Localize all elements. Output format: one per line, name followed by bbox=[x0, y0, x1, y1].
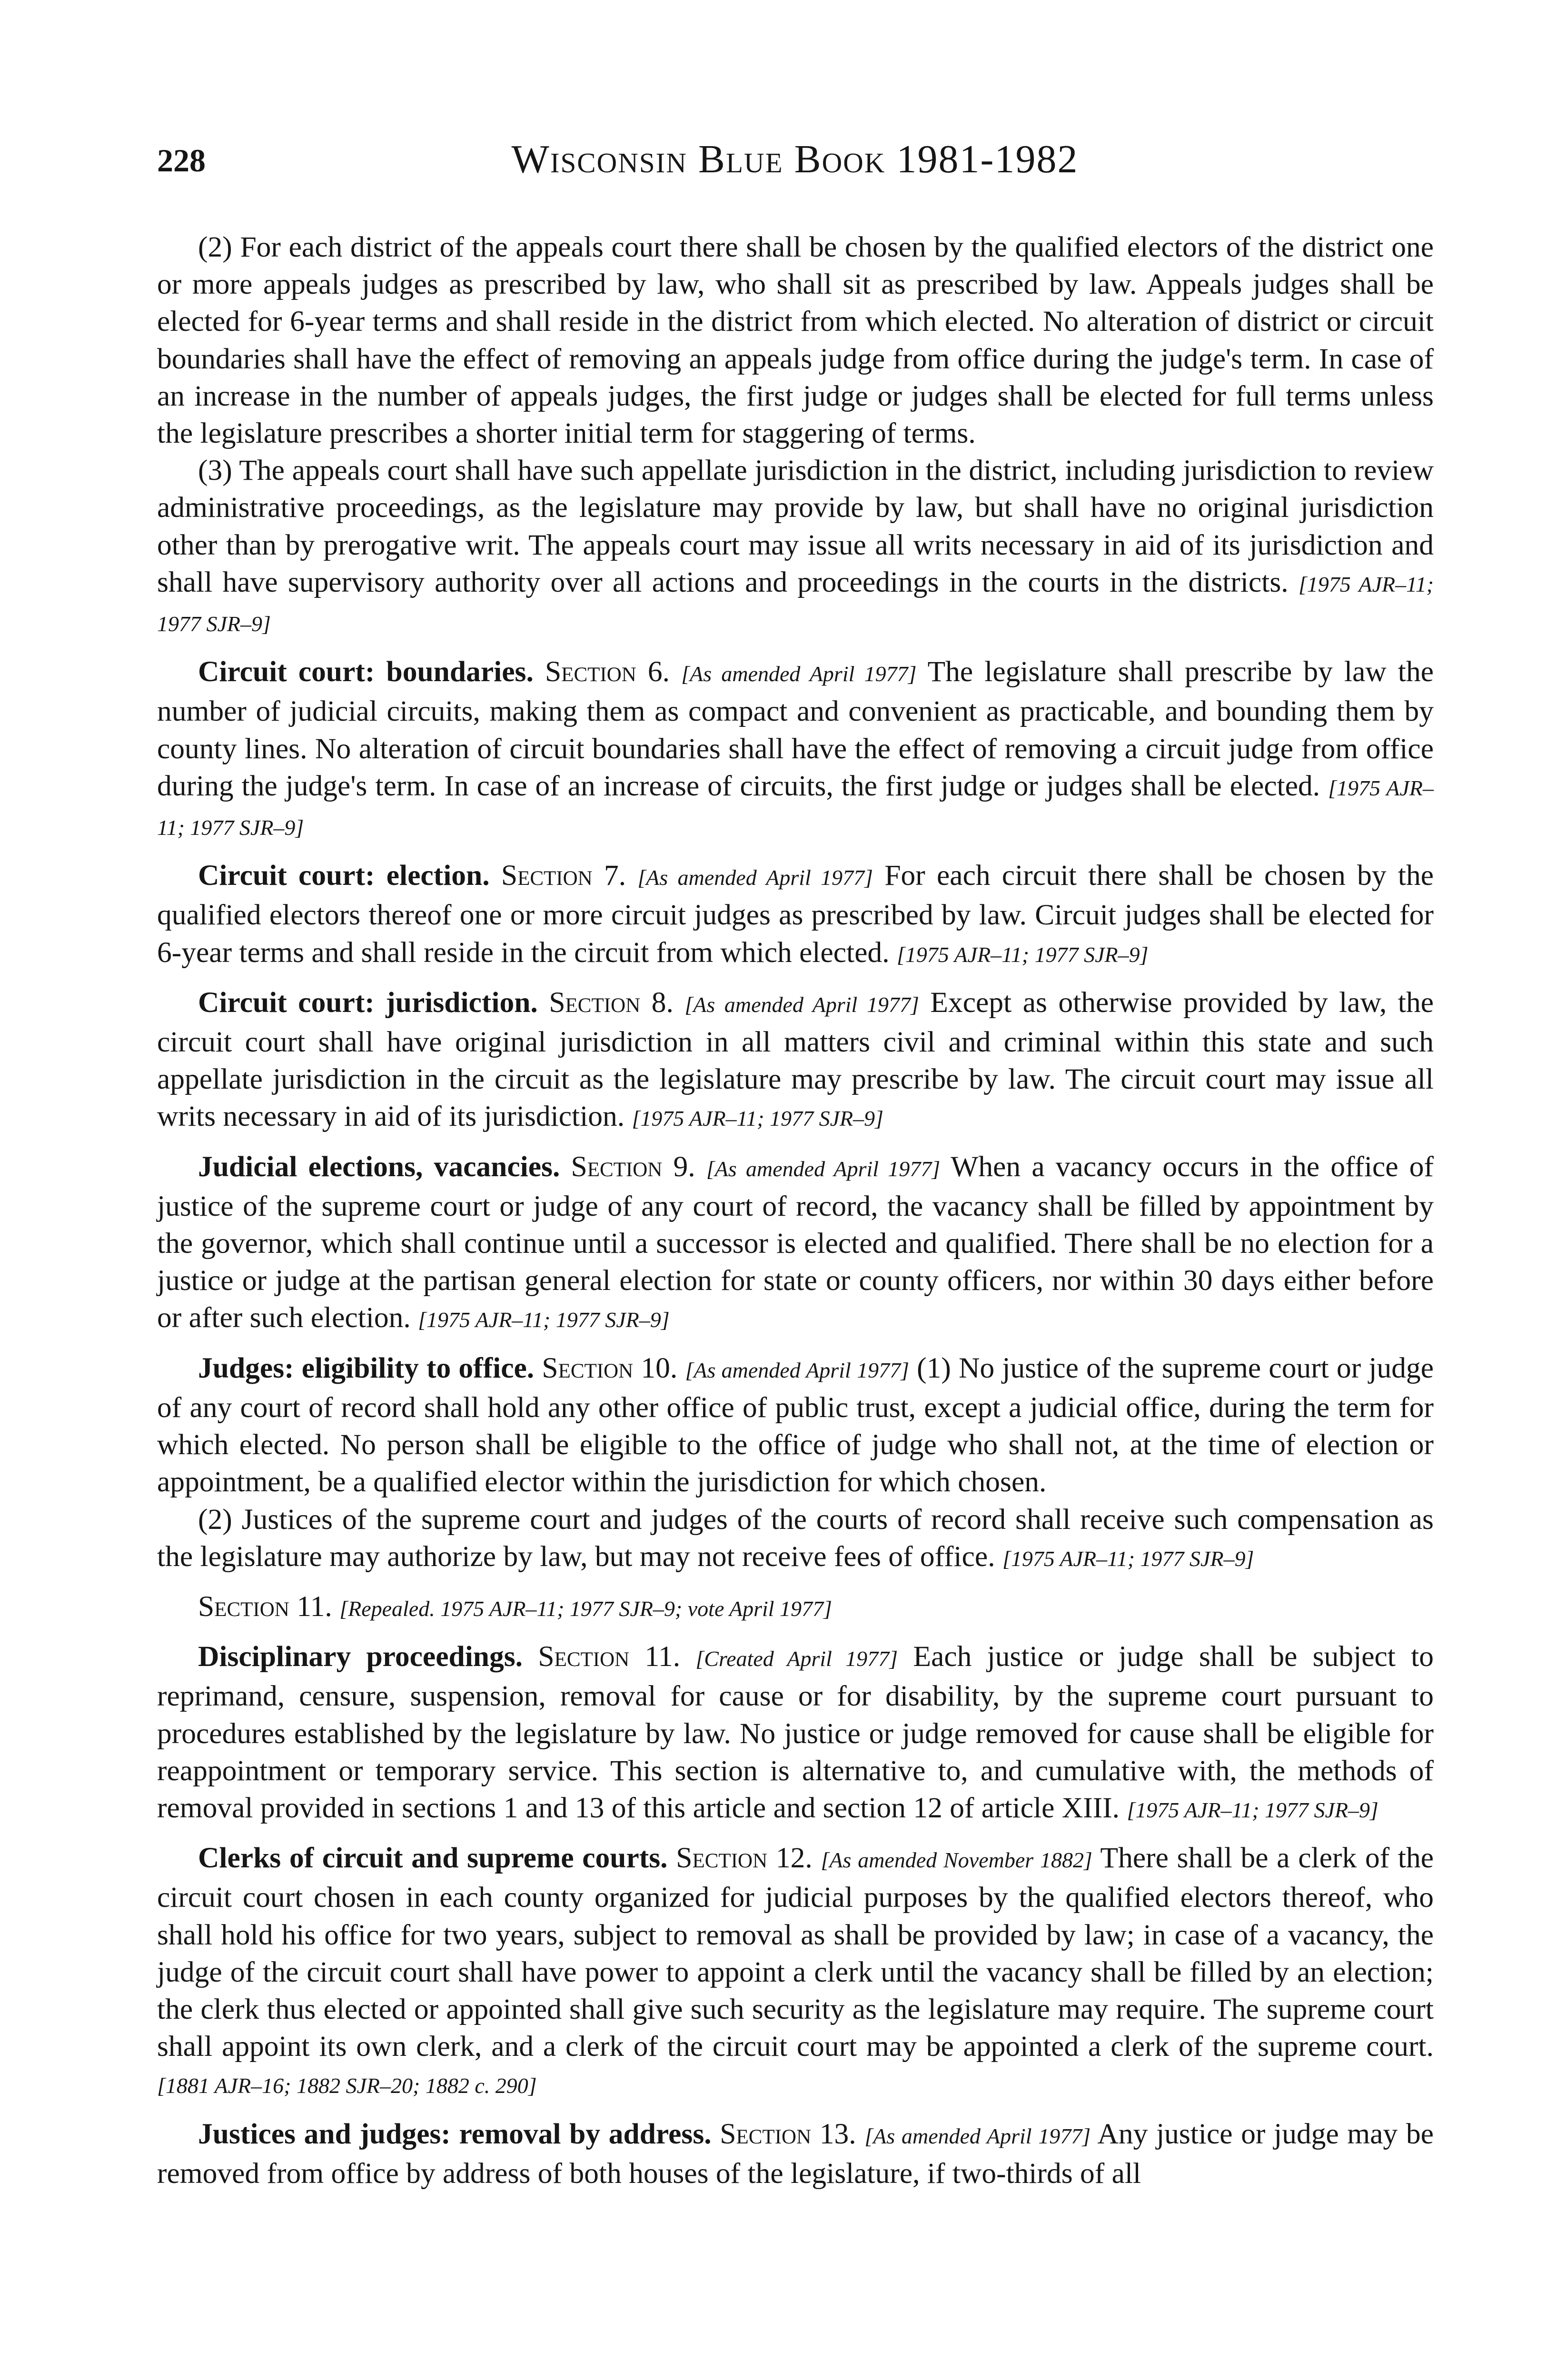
amendment-note: [As amended November 1882] bbox=[821, 1848, 1092, 1873]
amendment-note: [As amended April 1977] bbox=[684, 992, 919, 1017]
running-title: Wisconsin Blue Book 1981-1982 bbox=[511, 137, 1079, 181]
page-header bbox=[157, 133, 1433, 190]
history-note: [1881 AJR–16; 1882 SJR–20; 1882 c. 290] bbox=[157, 2073, 537, 2098]
history-note: [1975 AJR–11; 1977 SJR–9] bbox=[1002, 1546, 1254, 1571]
history-note: [1975 AJR–11; 1977 SJR–9] bbox=[157, 775, 1434, 840]
paragraph-text: There shall be a clerk of the circuit court chosen in each county organized for judicial purposes by the qualified electors thereof, who shall hold his office for two years, subject to removal as shall be provided by law; in case of a vacancy, the judge of the circuit court shall have power to appoint a clerk until the vacancy shall be filled by an election; the clerk thus elected or appointed shall give such security as the legislature may require. The supreme court shall appoint its own clerk, and a clerk of the circuit court may be appointed a clerk of the supreme court. bbox=[157, 1842, 1434, 2063]
section-label: Section 8. bbox=[549, 986, 674, 1019]
history-note: [1975 AJR–11; 1977 SJR–9] bbox=[418, 1308, 670, 1332]
amendment-note: [Created April 1977] bbox=[695, 1646, 898, 1671]
paragraph-text: (1) No justice of the supreme court or judge of any court of record shall hold any other office of public trust, except a judicial office, during the term for which elected. No person shall be eligible to the office of judge who shall not, at the time of election or appointment, be a qualified elector within the jurisdiction for which chosen. bbox=[157, 1351, 1434, 1498]
section-heading: Disciplinary proceedings. bbox=[198, 1640, 523, 1673]
paragraph bbox=[157, 984, 1434, 1138]
history-note: [1975 AJR–11; 1977 SJR–9] bbox=[1127, 1797, 1378, 1822]
paragraph bbox=[157, 857, 1434, 973]
section-heading: Judicial elections, vacancies. bbox=[198, 1150, 560, 1183]
page-number: 228 bbox=[157, 142, 206, 178]
amendment-note: [As amended April 1977] bbox=[681, 662, 917, 686]
amendment-note: [As amended April 1977] bbox=[685, 1358, 909, 1382]
paragraph bbox=[157, 1148, 1434, 1339]
paragraph bbox=[157, 452, 1434, 643]
amendment-note: [As amended April 1977] bbox=[637, 865, 873, 890]
amendment-note: [As amended April 1977] bbox=[706, 1156, 941, 1181]
section-label: Section 13. bbox=[720, 2117, 856, 2150]
section-heading: Circuit court: boundaries. bbox=[198, 655, 534, 688]
paragraph bbox=[157, 653, 1434, 846]
section-label: Section 11. bbox=[538, 1640, 681, 1673]
section-heading: Judges: eligibility to office. bbox=[198, 1351, 535, 1384]
paragraph-text: (3) The appeals court shall have such appellate jurisdiction in the district, including jurisdiction to review administrative proceedings, as the legislature may provide by law, but shall have no original jurisdiction other than by prerogative writ. The appeals court may issue all writs necessary in aid of its jurisdiction and shall have supervisory authority over all actions and proceedings in the courts in the districts. bbox=[157, 454, 1434, 598]
section-label: Section 10. bbox=[542, 1351, 678, 1384]
section-label: Section 6. bbox=[545, 655, 670, 688]
paragraph-text: (2) Justices of the supreme court and judges of the courts of record shall receive such compensation as the legislature may authorize by law, but may not receive fees of office. bbox=[157, 1503, 1434, 1573]
paragraph bbox=[157, 1588, 1434, 1627]
history-note: [1975 AJR–11; 1977 SJR–9] bbox=[632, 1106, 883, 1131]
section-heading: Circuit court: election. bbox=[198, 859, 490, 892]
paragraph bbox=[157, 1501, 1434, 1577]
paragraph-text: For each circuit there shall be chosen by the qualified electors thereof one or more circuit judges as prescribed by law. Circuit judges shall be elected for 6-year terms and shall reside in the circuit from which elected. bbox=[157, 859, 1434, 969]
paragraph-text: Any justice or judge may be removed from office by address of both houses of the legislature, if two-thirds of all bbox=[157, 2117, 1434, 2190]
body-text bbox=[157, 228, 1434, 2192]
paragraph-text: (2) For each district of the appeals court there shall be chosen by the qualified electors of the district one or more appeals judges as prescribed by law, who shall sit as prescribed by law. Appeals judges shall be elected for 6-year terms and shall reside in the district from which elected. No alteration of district or circuit boundaries shall have the effect of removing an appeals judge from office during the judge's term. In case of an increase in the number of appeals judges, the first judge or judges shall be elected for full terms unless the legislature prescribes a shorter initial term for staggering of terms. bbox=[157, 231, 1434, 450]
section-label: Section 9. bbox=[571, 1150, 695, 1183]
paragraph bbox=[157, 1349, 1434, 1501]
paragraph bbox=[157, 1638, 1434, 1829]
history-note: [1975 AJR–11; 1977 SJR–9] bbox=[897, 942, 1149, 967]
section-heading: Justices and judges: removal by address. bbox=[198, 2117, 712, 2150]
paragraph bbox=[157, 1839, 1434, 2104]
paragraph bbox=[157, 228, 1434, 452]
section-label: Section 12. bbox=[676, 1842, 813, 1874]
paragraph-text: When a vacancy occurs in the office of justice of the supreme court or judge of any court of record, the vacancy shall be filled by appointment by the governor, which shall continue until a successor is elected and qualified. There shall be no election for a justice or judge at the partisan general election for state or county officers, nor within 30 days either before or after such election. bbox=[157, 1150, 1434, 1334]
paragraph bbox=[157, 2115, 1434, 2192]
section-heading: Circuit court: jurisdiction. bbox=[198, 986, 538, 1019]
amendment-note: [As amended April 1977] bbox=[864, 2123, 1091, 2148]
paragraph-text: Except as otherwise provided by law, the circuit court shall have original jurisdiction in all matters civil and criminal within this state and such appellate jurisdiction in the circuit as the legislature may prescribe by law. The circuit court may issue all writs necessary in aid of its jurisdiction. bbox=[157, 986, 1434, 1133]
history-note: [1975 AJR–11; 1977 SJR–9] bbox=[157, 572, 1434, 636]
paragraph-text: The legislature shall prescribe by law the number of judicial circuits, making them as compact and convenient as practicable, and bounding them by county lines. No alteration of circuit boundaries shall have the effect of removing a circuit judge from office during the judge's term. In case of an increase of circuits, the first judge or judges shall be elected. bbox=[157, 655, 1434, 802]
history-note: [Repealed. 1975 AJR–11; 1977 SJR–9; vote April 1977] bbox=[339, 1596, 832, 1621]
section-heading: Clerks of circuit and supreme courts. bbox=[198, 1842, 668, 1874]
paragraph-text: Each justice or judge shall be subject to reprimand, censure, suspension, removal for cause or for disability, by the supreme court pursuant to procedures established by the legislature by law. No justice or judge removed for cause shall be eligible for reappointment or temporary service. This section is alternative to, and cumulative with, the methods of removal provided in sections 1 and 13 of this article and section 12 of article XIII. bbox=[157, 1640, 1434, 1824]
section-label: Section 11. bbox=[198, 1590, 332, 1623]
section-label: Section 7. bbox=[501, 859, 626, 892]
